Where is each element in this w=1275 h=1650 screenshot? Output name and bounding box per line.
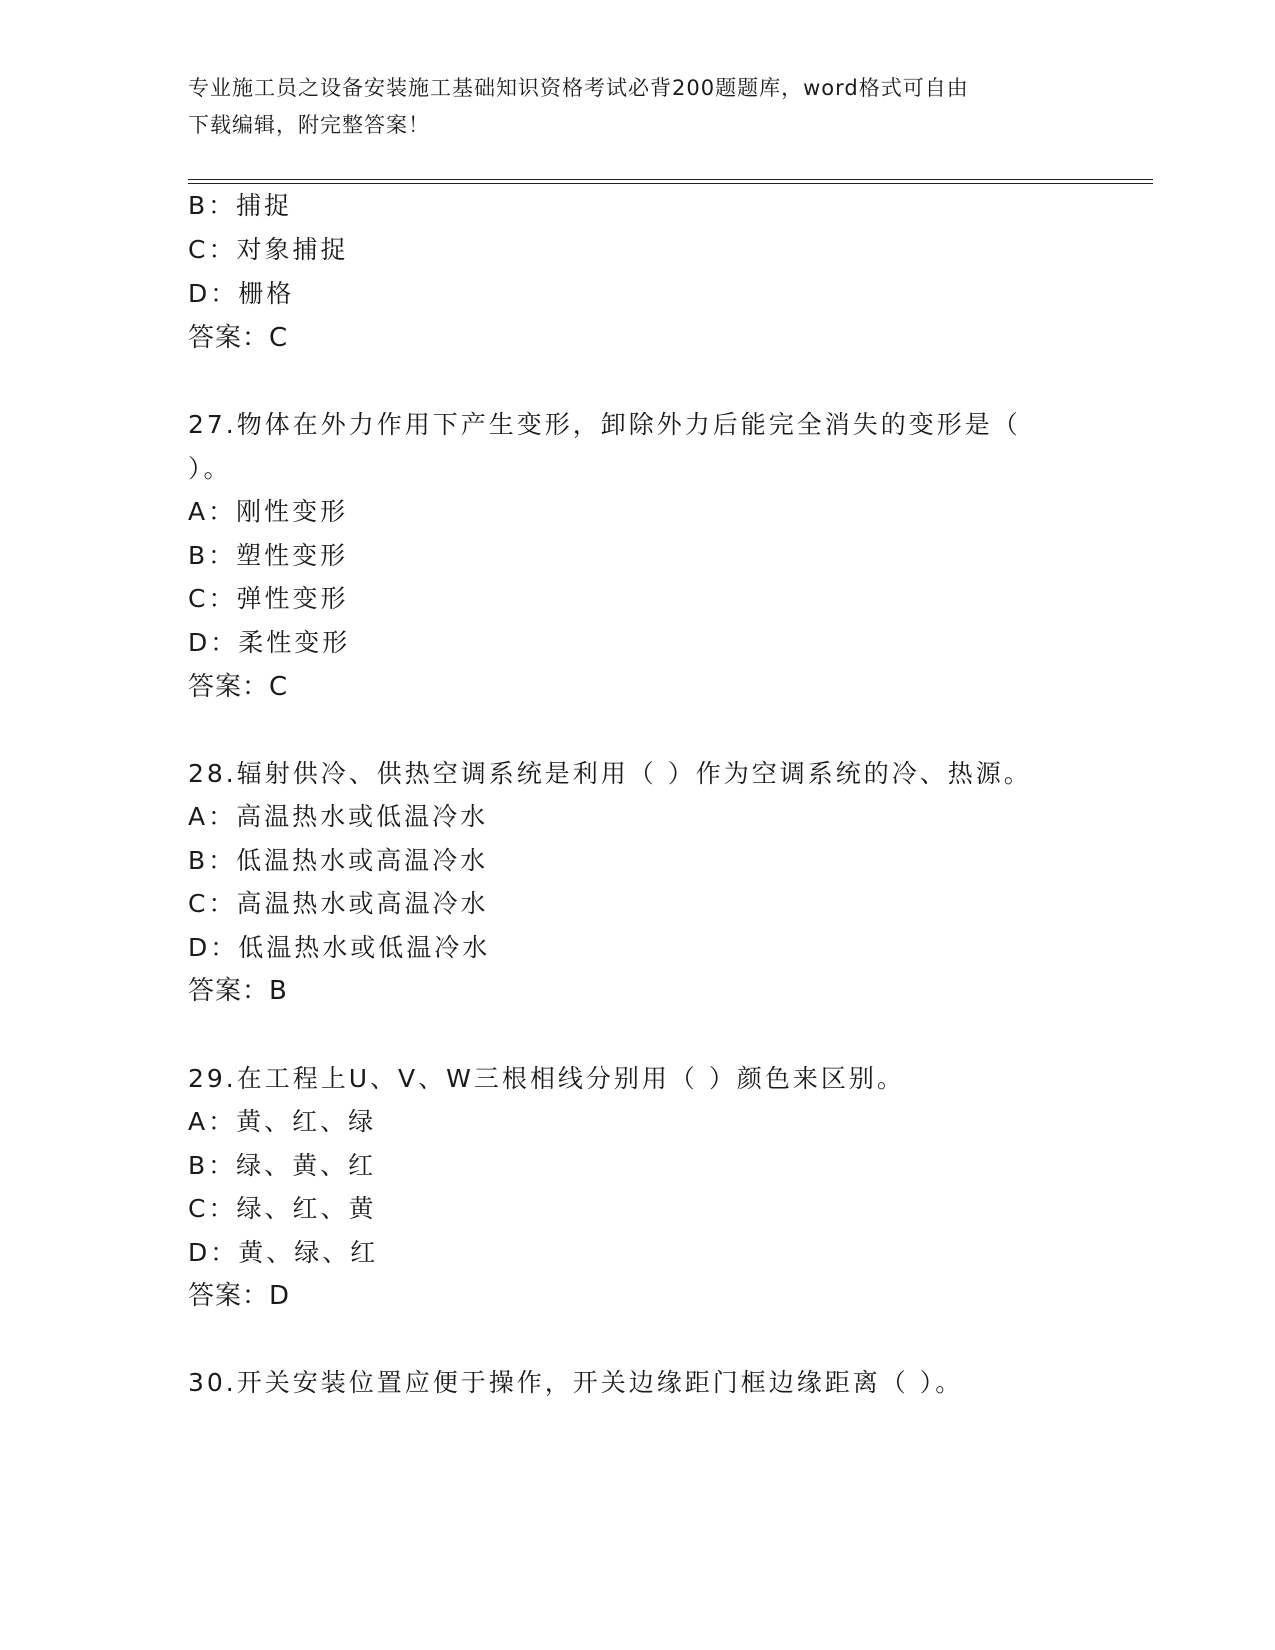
q26-option-c: C：对象捕捉 [188, 235, 349, 264]
q28-stem: 28.辐射供冷、供热空调系统是利用（ ）作为空调系统的冷、热源。 [188, 759, 1032, 788]
q27-stem-line-1: 27.物体在外力作用下产生变形，卸除外力后能完全消失的变形是（ [188, 410, 1021, 439]
q26-answer: 答案：C [188, 323, 289, 353]
q27-option-a: A：刚性变形 [188, 497, 349, 526]
q29-option-a: A：黄、红、绿 [188, 1107, 377, 1136]
q28-option-a: A：高温热水或低温冷水 [188, 802, 489, 831]
header-line-1: 专业施工员之设备安装施工基础知识资格考试必背200题题库，word格式可自由 [188, 76, 969, 100]
q28-option-c: C：高温热水或高温冷水 [188, 889, 489, 918]
q30-stem: 30.开关安装位置应便于操作，开关边缘距门框边缘距离（ ）。 [188, 1368, 964, 1397]
header-divider-bottom [188, 183, 1153, 184]
header-line-2: 下载编辑，附完整答案！ [188, 113, 430, 137]
q27-stem-line-2: ）。 [188, 454, 232, 483]
header-divider-top [188, 179, 1153, 180]
q26-option-b: B：捕捉 [188, 191, 293, 220]
document-header [188, 70, 1088, 144]
q29-option-b: B：绿、黄、红 [188, 1151, 377, 1180]
q27-answer: 答案：C [188, 672, 289, 702]
q29-option-c: C：绿、红、黄 [188, 1194, 377, 1223]
q27-option-d: D：柔性变形 [188, 628, 351, 657]
q29-stem: 29.在工程上U、V、W三根相线分别用（ ）颜色来区别。 [188, 1064, 905, 1093]
q27-option-c: C：弹性变形 [188, 584, 349, 613]
q29-option-d: D：黄、绿、红 [188, 1238, 379, 1267]
q28-option-d: D：低温热水或低温冷水 [188, 933, 491, 962]
q28-answer: 答案：B [188, 976, 288, 1006]
q29-answer: 答案：D [188, 1281, 291, 1311]
q27-option-b: B：塑性变形 [188, 541, 349, 570]
q26-option-d: D：栅格 [188, 279, 295, 308]
q28-option-b: B：低温热水或高温冷水 [188, 846, 489, 875]
